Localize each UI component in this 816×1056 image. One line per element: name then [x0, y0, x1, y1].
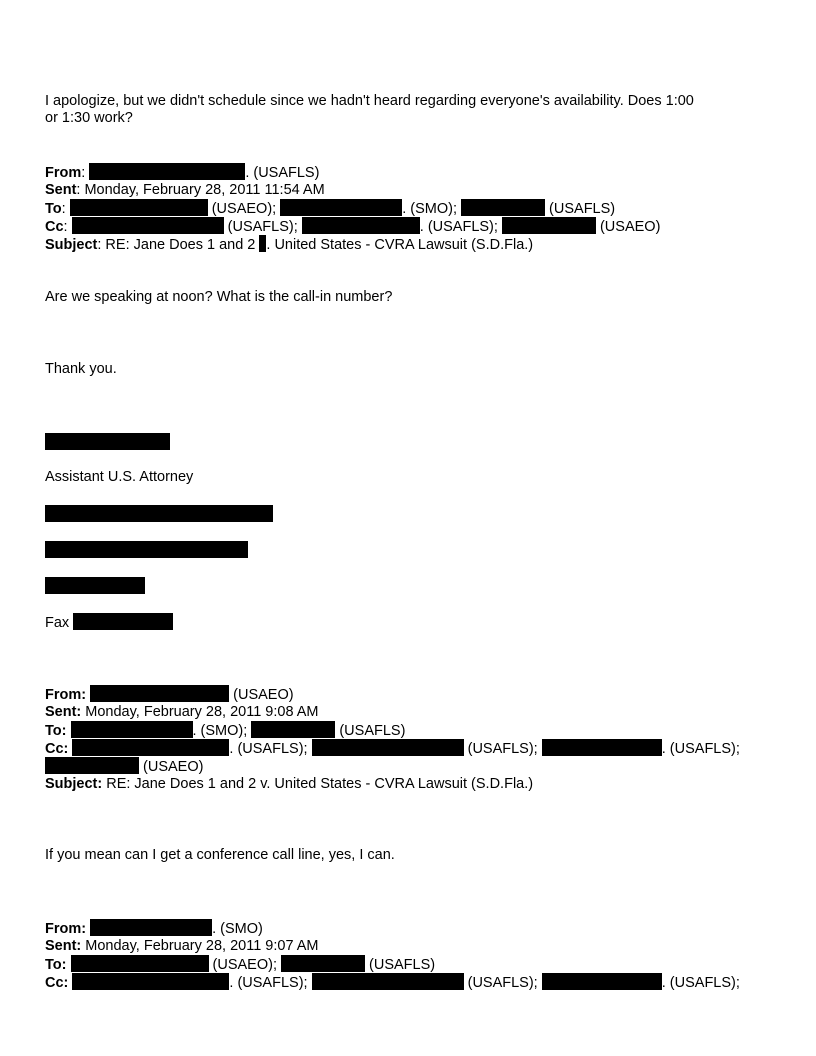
email3-cc-label: Cc: [45, 975, 69, 991]
email3-sent-value: Monday, February 28, 2011 9:07 AM [81, 938, 319, 954]
email3-cc-2: (USAFLS); [463, 975, 538, 991]
email1-cc-row: Cc: (USAFLS); . (USAFLS); (USAEO) [45, 219, 661, 235]
email2-cc-2: (USAFLS); [463, 741, 538, 757]
redaction-block [461, 199, 545, 216]
email1-to-2: . (SMO); [402, 201, 457, 217]
email1-cc-label: Cc [45, 219, 64, 235]
email1-subject-label: Subject [45, 237, 98, 253]
email1-from-label: From [45, 165, 82, 181]
email3-sent-row [45, 937, 319, 955]
redaction-block [71, 721, 193, 738]
email1-sent-label: Sent [45, 182, 77, 198]
email3-to-2: (USAFLS) [365, 957, 436, 973]
email2-sent-row [45, 703, 319, 721]
email1-sent-row [45, 181, 325, 199]
redaction-block [70, 199, 208, 216]
redaction-block [251, 721, 335, 738]
email2-from-org: (USAEO) [229, 687, 294, 703]
redaction-block [302, 217, 420, 234]
redaction-block [312, 973, 464, 990]
email1-to-row: To: (USAEO); . (SMO); (USAFLS) [45, 201, 616, 217]
signature-phone-redaction [45, 577, 145, 594]
email1-subject-a: : RE: Jane Does 1 and 2 [97, 237, 260, 253]
email2-from-row [45, 685, 294, 704]
redaction-block [542, 973, 662, 990]
redaction-block [502, 217, 596, 234]
email3-cc-row [45, 973, 740, 992]
email1-subject-b: . United States - CVRA Lawsuit (S.D.Fla.) [266, 237, 534, 253]
redaction-block [280, 199, 402, 216]
signature-fax-label: Fax [45, 615, 70, 631]
email3-sent-label: Sent: [45, 938, 82, 954]
email2-body: If you mean can I get a conference call line, yes, I can. [45, 847, 395, 863]
email3-cc-1: . (USAFLS); [229, 975, 308, 991]
email3-to-1: (USAEO); [208, 957, 277, 973]
email2-cc-4: (USAEO) [139, 759, 204, 775]
email3-to-row [45, 955, 435, 974]
email2-to-1: . (SMO); [192, 723, 248, 739]
email2-subject-value: RE: Jane Does 1 and 2 v. United States - CVRA Lawsuit (S.D.Fla.) [102, 776, 534, 792]
redaction-block [542, 739, 662, 756]
signature-address-redaction [45, 505, 273, 522]
email1-from-org: . (USAFLS) [245, 165, 320, 181]
email2-subject-label: Subject: [45, 776, 103, 792]
email1-to-label: To [45, 201, 62, 217]
redaction-block [45, 757, 139, 774]
email2-subject-row [45, 775, 533, 793]
email2-from-label: From: [45, 687, 87, 703]
redaction-block [281, 955, 365, 972]
email2-cc-row-2 [45, 757, 203, 776]
redaction-block [72, 973, 229, 990]
redaction-block [89, 163, 245, 180]
intro-line-2: or 1:30 work? [45, 110, 133, 126]
email2-cc-3: . (USAFLS); [661, 741, 740, 757]
redaction-block [73, 613, 173, 630]
email1-to-1: (USAEO); [207, 201, 277, 217]
email3-from-org: . (SMO) [212, 921, 263, 937]
email1-to-3: (USAFLS) [545, 201, 616, 217]
signature-fax-row [45, 613, 173, 632]
email2-cc-label: Cc: [45, 741, 69, 757]
email2-cc-1: . (USAFLS); [229, 741, 308, 757]
redaction-block [71, 955, 209, 972]
email1-cc-1: (USAFLS); [223, 219, 298, 235]
email2-sent-value: Monday, February 28, 2011 9:08 AM [81, 704, 319, 720]
email3-to-label: To: [45, 957, 67, 973]
intro-line-1: I apologize, but we didn't schedule since we hadn't heard regarding everyone's availability. Does 1:00 [45, 93, 694, 109]
email2-cc-row [45, 739, 740, 758]
email2-to-label: To: [45, 723, 67, 739]
redaction-block [90, 685, 229, 702]
email3-cc-3: . (USAFLS); [661, 975, 740, 991]
email1-from-row: From: . (USAFLS) [45, 165, 320, 181]
email2-to-2: (USAFLS) [335, 723, 406, 739]
redaction-block [312, 739, 464, 756]
redaction-block [72, 217, 224, 234]
signature-name-redaction [45, 433, 170, 450]
email1-cc-3: (USAEO) [595, 219, 661, 235]
email1-cc-2: . (USAFLS); [419, 219, 498, 235]
redaction-block [90, 919, 212, 936]
email3-from-row [45, 919, 263, 938]
email1-body-thanks: Thank you. [45, 361, 117, 377]
redaction-block [72, 739, 229, 756]
email2-sent-label: Sent: [45, 704, 82, 720]
email1-subject-row [45, 235, 533, 254]
email3-from-label: From: [45, 921, 87, 937]
email1-sent-value: : Monday, February 28, 2011 11:54 AM [76, 182, 325, 198]
signature-city-redaction [45, 541, 248, 558]
email1-body-question: Are we speaking at noon? What is the call-in number? [45, 289, 393, 305]
email2-to-row [45, 721, 405, 740]
signature-title: Assistant U.S. Attorney [45, 469, 194, 485]
